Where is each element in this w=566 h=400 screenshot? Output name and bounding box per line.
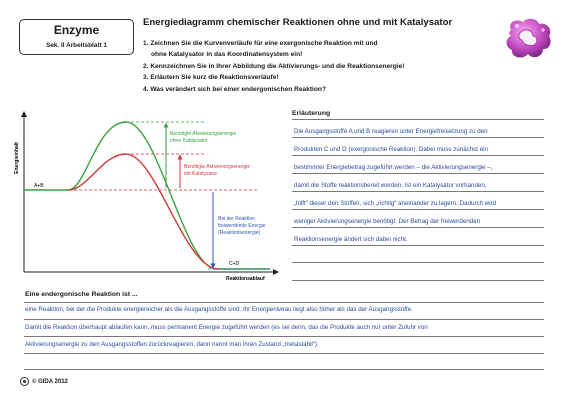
topic-title: Enzyme: [53, 23, 100, 37]
writing-line: [292, 137, 544, 138]
writing-line: [24, 369, 544, 370]
annotation-blue-2: freiwerdende Energie: [218, 223, 266, 229]
annotation-red-2: mit Katalysator: [184, 171, 218, 177]
page-title: Energiediagramm chemischer Reaktionen ohne und mit Katalysator: [143, 17, 453, 28]
explanation-line: weniger Aktivierungsenergie benötigt. Der Betrag der freiwerdenden: [294, 218, 481, 225]
annotation-blue-3: (Reaktionsenergie): [218, 230, 261, 236]
explanation-line: „hilft“ dieser den Stoffen, sich „richtig“ aneinander zu lagern. Dadurch wird: [294, 200, 497, 207]
writing-line: [292, 209, 544, 210]
energy-diagram: [8, 108, 288, 288]
explanation-line: bestimmter Energiebetrag zugeführt werden – die Aktivierungsenergie –,: [294, 164, 493, 171]
footer: [20, 377, 68, 386]
task-item: 4. Was verändert sich bei einer endergonischen Reaktion?: [143, 85, 326, 93]
explanation-line: Die Ausgangsstoffe A und B reagieren unter Energiefreisetzung zu den: [294, 128, 488, 135]
creative-commons-icon: [20, 377, 29, 386]
end-label: C+D: [229, 261, 240, 267]
task-item: 1. Zeichnen Sie die Kurvenverläufe für eine exergonische Reaktion mit und: [143, 40, 378, 47]
task-item: 3. Erläutern Sie kurz die Reaktionsverläufe!: [143, 74, 279, 82]
writing-line: [292, 262, 544, 263]
writing-line: [292, 155, 544, 156]
worksheet-label: Sek. II Arbeitsblatt 1: [46, 42, 107, 49]
writing-line: [292, 227, 544, 228]
enzyme-logo-icon: [503, 16, 555, 62]
endergonic-title: Eine endergonische Reaktion ist ...: [25, 291, 138, 298]
y-axis-label: Energieinhalt: [14, 142, 20, 174]
explanation-line: damit die Stoffe reaktionsbereit werden. Ist ein Katalysator vorhanden,: [294, 182, 487, 189]
writing-line: [24, 336, 544, 337]
start-label: A+B: [34, 183, 44, 189]
explanation-line: Produkten C und D (exergonische Reaktion). Dabei muss zunächst ein: [294, 146, 488, 153]
explanation-title: Erläuterung: [292, 110, 331, 117]
writing-line: [292, 191, 544, 192]
annotation-blue-1: Bei der Reaktion: [218, 216, 255, 222]
annotation-green-1: Benötigte Aktivierungsenergie: [170, 131, 237, 137]
copyright-text: © GIDA 2012: [32, 378, 68, 385]
task-list: [143, 38, 404, 95]
writing-line: [292, 173, 544, 174]
writing-line: [24, 302, 544, 303]
annotation-red-1: Benötigte Aktivierungsenergie: [184, 164, 251, 170]
writing-line: [292, 280, 544, 281]
explanation-line: Reaktionsenergie ändert sich dabei nicht.: [294, 236, 408, 243]
writing-line: [292, 119, 544, 120]
writing-line: [24, 353, 544, 354]
writing-line: [24, 319, 544, 320]
endergonic-line: Damit die Reaktion überhaupt ablaufen kann, muss permanent Energie zugeführt werden (es sei denn, das die Produkte auch nur unter Zufuhr von: [25, 324, 428, 331]
task-item: 2. Kennzeichnen Sie in Ihrer Abbildung die Aktivierungs- und die Reaktionsenergie!: [143, 62, 405, 70]
x-axis-label: Reaktionsablauf: [226, 276, 265, 282]
topic-box: [19, 19, 134, 55]
writing-line: [292, 245, 544, 246]
endergonic-line: Aktivierungsenergie zu den Ausgangsstoffen zurückreagieren, dann nennt man ihren Zustand „metastabil“).: [25, 341, 319, 348]
annotation-green-2: ohne Katalysator: [170, 138, 208, 144]
endergonic-line: eine Reaktion, bei der die Produkte energiereicher als die Ausgangsstoffe sind. Ihr Energieniveau liegt also höher als das der Ausgangsstoffe.: [25, 306, 413, 313]
task-item: ohne Katalysator in das Koordinatensystem ein!: [151, 51, 303, 59]
curve-without-catalyst: [24, 122, 270, 269]
